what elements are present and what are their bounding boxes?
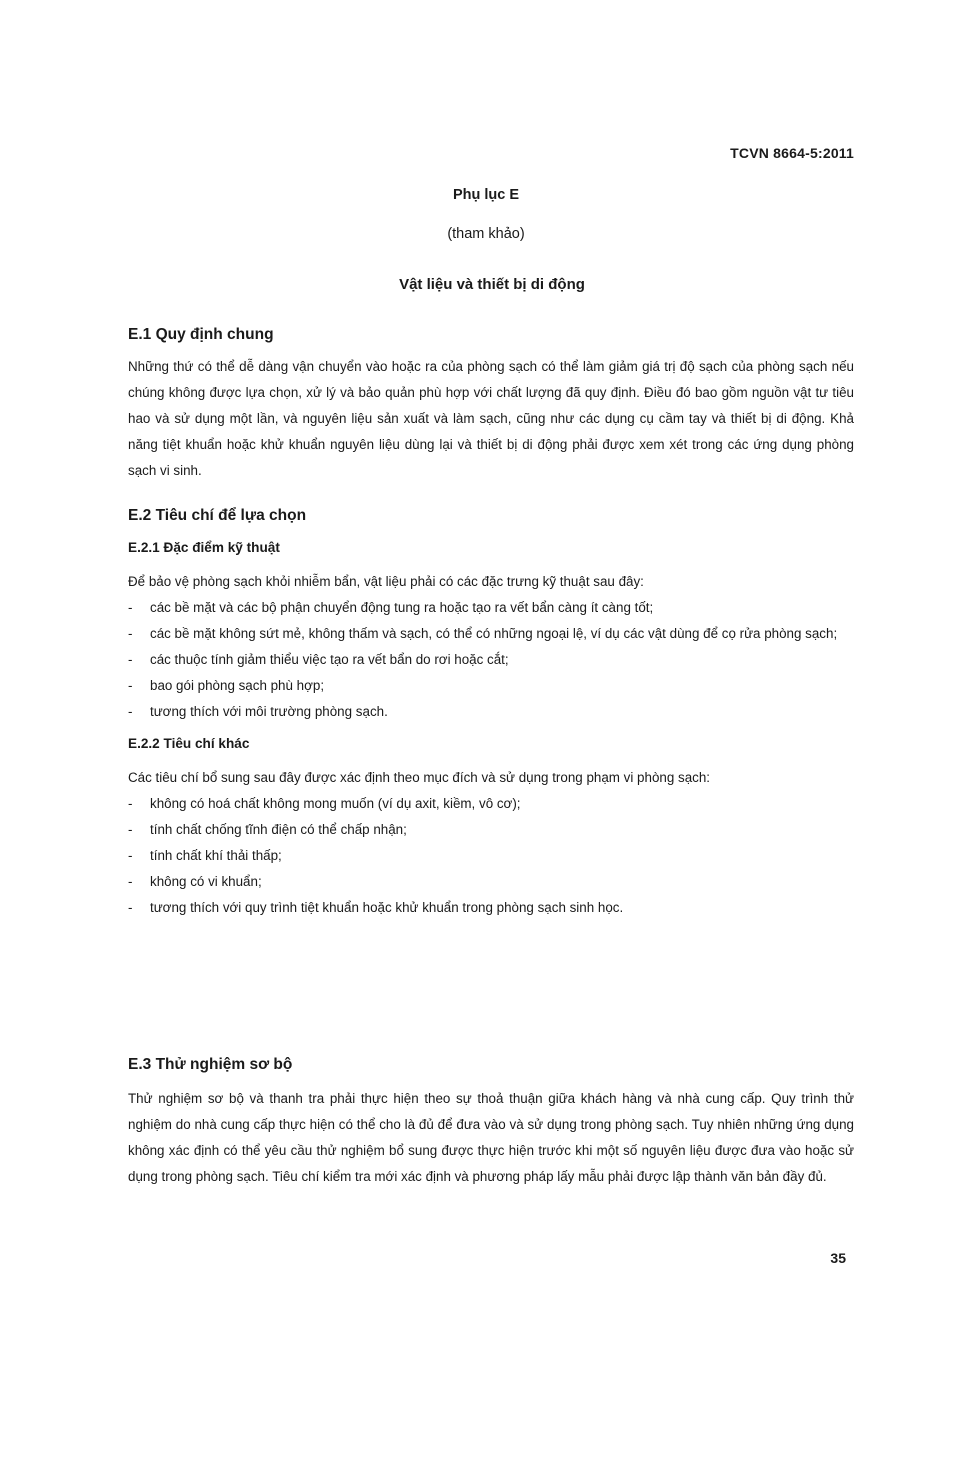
list-dash: -	[128, 796, 133, 811]
section-e3-paragraph: Thử nghiệm sơ bộ và thanh tra phải thực hiện theo sự thoả thuận giữa khách hàng và nhà cung cấp. Quy trình thử nghiệm do nhà cung cấp thực hiện có thể cho là đủ để đưa vào và sử dụng trong phòng sạch. Tuy nhiên những ứng dụng không xác định có thể yêu cầu thử nghiệm bổ sung được thực hiện trước khi một số nguyên liệu được đưa vào hoặc sử dụng trong phòng sạch. Tiêu chí kiểm tra mới xác định và phương pháp lấy mẫu phải được lập thành văn bản đầy đủ.	[128, 1091, 854, 1184]
section-e1-heading: E.1 Quy định chung	[128, 326, 274, 343]
list-item: - các thuộc tính giảm thiểu việc tạo ra vết bẩn do rơi hoặc cắt;	[128, 647, 854, 673]
list-dash: -	[128, 874, 133, 889]
list-dash: -	[128, 652, 133, 667]
section-e22-list	[128, 791, 854, 921]
section-e21-intro: Để bảo vệ phòng sạch khỏi nhiễm bẩn, vật liệu phải có các đặc trưng kỹ thuật sau đây:	[128, 574, 644, 589]
list-item: - tính chất chống tĩnh điện có thể chấp nhận;	[128, 817, 854, 843]
section-e21-heading: E.2.1 Đặc điểm kỹ thuật	[128, 540, 280, 555]
list-dash: -	[128, 678, 133, 693]
list-dash: -	[128, 848, 133, 863]
list-dash: -	[128, 600, 133, 615]
list-item: - các bề mặt và các bộ phận chuyển động tung ra hoặc tạo ra vết bẩn càng ít càng tốt;	[128, 595, 854, 621]
section-e2	[128, 503, 854, 921]
standard-code: TCVN 8664-5:2011	[730, 145, 854, 161]
list-item: - tương thích với môi trường phòng sạch.	[128, 699, 854, 725]
section-e21-list	[128, 595, 854, 725]
list-dash: -	[128, 626, 133, 641]
section-e1	[128, 322, 854, 484]
section-e22-heading: E.2.2 Tiêu chí khác	[128, 736, 250, 751]
list-dash: -	[128, 704, 133, 719]
section-e1-paragraph: Những thứ có thể dễ dàng vận chuyển vào hoặc ra của phòng sạch có thể làm giảm giá trị độ sạch của phòng sạch nếu chúng không được lựa chọn, xử lý và bảo quản phù hợp với chất lượng đã quy định. Điều đó bao gồm nguồn vật tư tiêu hao và sử dụng một lần, và nguyên liệu sản xuất và làm sạch, cũng như các dụng cụ cầm tay và thiết bị di động. Khả năng tiệt khuẩn hoặc khử khuẩn nguyên liệu dùng lại và thiết bị di động phải được xem xét trong các ứng dụng phòng sạch vi sinh.	[128, 359, 854, 478]
section-e2-heading: E.2 Tiêu chí để lựa chọn	[128, 507, 307, 524]
annex-heading: Vật liệu và thiết bị di động	[399, 276, 585, 293]
section-e3	[128, 1052, 854, 1190]
list-item: - không có hoá chất không mong muốn (ví dụ axit, kiềm, vô cơ);	[128, 791, 854, 817]
list-item: - các bề mặt không sứt mẻ, không thấm và sạch, có thể có những ngoại lệ, ví dụ các vật dùng để cọ rửa phòng sạch;	[128, 621, 854, 647]
list-dash: -	[128, 900, 133, 915]
list-item: - tương thích với quy trình tiệt khuẩn hoặc khử khuẩn trong phòng sạch sinh học.	[128, 895, 854, 921]
page-number: 35	[830, 1250, 846, 1266]
section-e3-heading: E.3 Thử nghiệm sơ bộ	[128, 1056, 293, 1073]
annex-type: (tham khảo)	[447, 226, 525, 242]
list-dash: -	[128, 822, 133, 837]
section-e22-intro: Các tiêu chí bổ sung sau đây được xác định theo mục đích và sử dụng trong phạm vi phòng sạch:	[128, 770, 711, 785]
list-item: - bao gói phòng sạch phù hợp;	[128, 673, 854, 699]
list-item: - tính chất khí thải thấp;	[128, 843, 854, 869]
list-item: - không có vi khuẩn;	[128, 869, 854, 895]
annex-title: Phụ lục E	[452, 187, 520, 203]
